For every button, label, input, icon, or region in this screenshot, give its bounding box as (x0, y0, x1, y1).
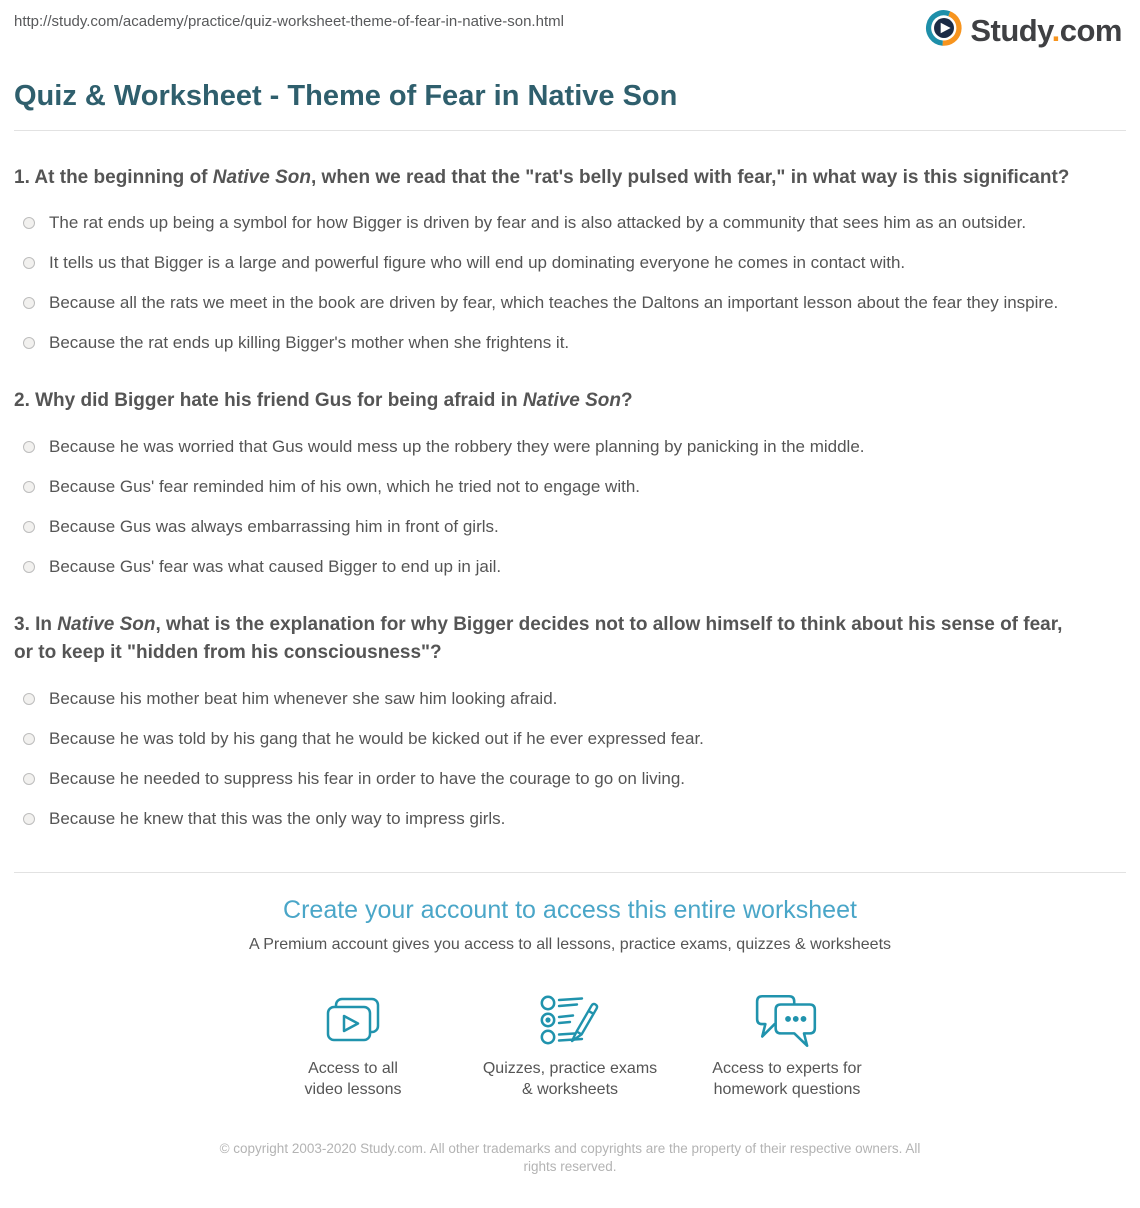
radio-button[interactable] (23, 217, 35, 229)
question-3-heading: 3. In Native Son, what is the explanation for why Bigger decides not to allow himself to think about his sense of fear, or to keep it "hidden from his consciousness"? (14, 613, 1063, 664)
feature-quizzes-worksheets (462, 991, 679, 1100)
book-title: Native Son (212, 166, 311, 188)
option-label[interactable]: It tells us that Bigger is a large and powerful figure who will end up dominating everyone he comes in contact with. (49, 253, 906, 273)
logo-dot: . (1051, 12, 1060, 48)
option-row[interactable] (14, 292, 1126, 314)
option-row[interactable] (14, 556, 1126, 578)
option-label[interactable]: Because he was worried that Gus would mess up the robbery they were planning by panicking in the middle. (49, 436, 865, 456)
question-1 (14, 164, 1126, 355)
feature-video-lessons (245, 991, 462, 1100)
radio-button[interactable] (23, 297, 35, 309)
studycom-logo[interactable] (925, 9, 1122, 52)
option-label[interactable]: Because Gus' fear was what caused Bigger to end up in jail. (49, 556, 502, 576)
option-row[interactable] (14, 252, 1126, 274)
radio-button[interactable] (23, 813, 35, 825)
logo-play-icon (925, 9, 963, 52)
option-row[interactable] (14, 516, 1126, 538)
page-url: http://study.com/academy/practice/quiz-worksheet-theme-of-fear-in-native-son.html (14, 13, 564, 30)
cta-heading[interactable]: Create your account to access this entire worksheet (283, 895, 857, 924)
option-row[interactable] (14, 476, 1126, 498)
option-label[interactable]: Because Gus' fear reminded him of his own, which he tried not to engage with. (49, 476, 641, 496)
cta-subheading: A Premium account gives you access to all lessons, practice exams, quizzes & worksheets (248, 935, 892, 953)
radio-button[interactable] (23, 441, 35, 453)
quizzes-worksheets-icon (462, 991, 679, 1049)
radio-button[interactable] (23, 773, 35, 785)
experts-chat-icon (679, 991, 896, 1049)
option-label[interactable]: Because Gus was always embarrassing him in front of girls. (49, 516, 499, 536)
feature-experts-chat (679, 991, 896, 1100)
question-1-heading: 1. At the beginning of Native Son, when we read that the "rat's belly pulsed with fear," in what way is this significant? (14, 166, 1070, 188)
question-2 (14, 387, 1126, 578)
book-title: Native Son (522, 390, 622, 412)
feature-label: Quizzes, practice exams & worksheets (482, 1059, 658, 1098)
option-row[interactable] (14, 688, 1126, 710)
title-divider (14, 130, 1126, 131)
question-3 (14, 611, 1126, 830)
top-bar (14, 0, 1126, 52)
option-label[interactable]: The rat ends up being a symbol for how Bigger is driven by fear and is also attacked by a community that sees him as an outsider. (49, 213, 1027, 233)
question-1-options (14, 212, 1126, 354)
option-label[interactable]: Because he was told by his gang that he would be kicked out if he ever expressed fear. (49, 728, 704, 748)
page-title: Quiz & Worksheet - Theme of Fear in Native Son (14, 80, 678, 112)
option-label[interactable]: Because he knew that this was the only way to impress girls. (49, 808, 506, 828)
option-label[interactable]: Because all the rats we meet in the book are driven by fear, which teaches the Daltons an important lesson about the fear they inspire. (49, 293, 1059, 313)
question-3-options (14, 688, 1126, 830)
option-row[interactable] (14, 768, 1126, 790)
features-row (14, 991, 1126, 1100)
book-title: Native Son (57, 613, 156, 635)
question-2-heading: 2. Why did Bigger hate his friend Gus for being afraid in Native Son? (14, 390, 633, 412)
option-row[interactable] (14, 728, 1126, 750)
footer-divider (14, 872, 1126, 873)
option-row[interactable] (14, 332, 1126, 354)
radio-button[interactable] (23, 561, 35, 573)
logo-text: Study.com (970, 12, 1122, 48)
option-label[interactable]: Because he needed to suppress his fear in order to have the courage to go on living. (49, 768, 686, 788)
option-row[interactable] (14, 808, 1126, 830)
video-lessons-icon (245, 991, 462, 1049)
radio-button[interactable] (23, 693, 35, 705)
radio-button[interactable] (23, 257, 35, 269)
option-row[interactable] (14, 212, 1126, 234)
radio-button[interactable] (23, 481, 35, 493)
feature-label: Access to all video lessons (304, 1059, 402, 1098)
option-label[interactable]: Because his mother beat him whenever she saw him looking afraid. (49, 688, 558, 708)
radio-button[interactable] (23, 733, 35, 745)
question-2-options (14, 436, 1126, 578)
option-label[interactable]: Because the rat ends up killing Bigger's mother when she frightens it. (49, 333, 570, 353)
feature-label: Access to experts for homework questions (712, 1059, 862, 1098)
option-row[interactable] (14, 436, 1126, 458)
radio-button[interactable] (23, 337, 35, 349)
radio-button[interactable] (23, 521, 35, 533)
copyright-text: © copyright 2003-2020 Study.com. All other trademarks and copyrights are the property of their respective owners. All rights reserved. (219, 1141, 921, 1175)
